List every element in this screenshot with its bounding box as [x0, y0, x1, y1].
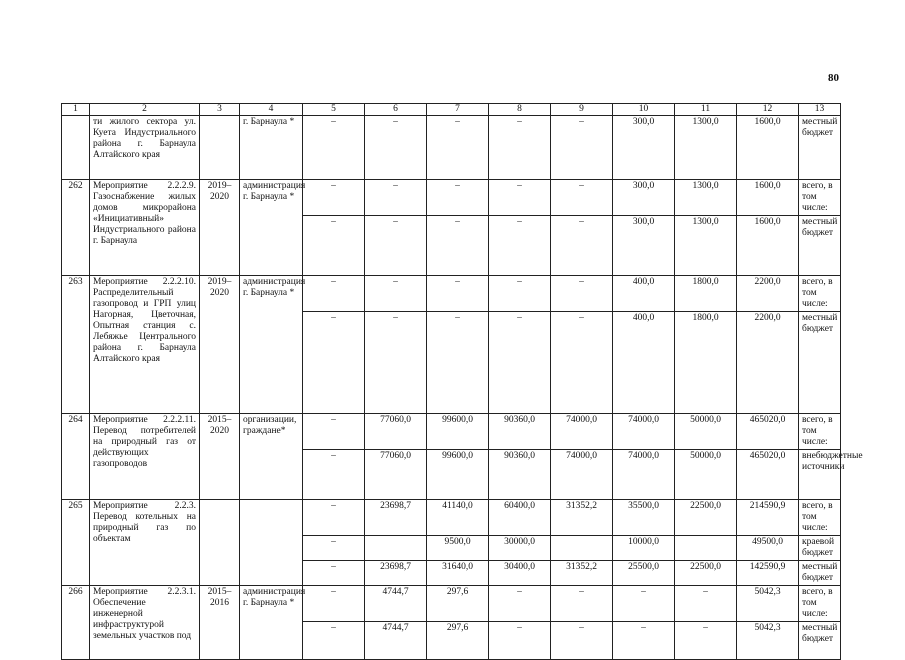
cell-c7: 99600,0 — [427, 450, 489, 500]
cell-c7: – — [427, 276, 489, 312]
cell-c9 — [551, 536, 613, 561]
cell-c5: – — [303, 116, 365, 180]
cell-c7: 41140,0 — [427, 500, 489, 536]
cell-funding-source: всего, в том числе: — [799, 586, 841, 622]
cell-funding-source: всего, в том числе: — [799, 276, 841, 312]
table-row — [62, 414, 841, 450]
cell-c11: 22500,0 — [675, 500, 737, 536]
cell-c7: – — [427, 312, 489, 414]
cell-c10: 10000,0 — [613, 536, 675, 561]
cell-c5: – — [303, 276, 365, 312]
cell-c12: 1600,0 — [737, 216, 799, 276]
cell-c9: – — [551, 312, 613, 414]
column-header-3: 3 — [200, 104, 240, 116]
cell-c11: – — [675, 622, 737, 660]
cell-c11: 22500,0 — [675, 561, 737, 586]
cell-c6: – — [365, 180, 427, 216]
cell-c12: 1600,0 — [737, 180, 799, 216]
cell-c7: 297,6 — [427, 622, 489, 660]
cell-c6: – — [365, 116, 427, 180]
cell-c1: 262 — [62, 180, 90, 276]
column-header-8: 8 — [489, 104, 551, 116]
cell-c9: 31352,2 — [551, 500, 613, 536]
cell-c8: 60400,0 — [489, 500, 551, 536]
cell-c2: Мероприятие 2.2.2.9. Газоснабжение жилых домов микрорайона «Инициативный» Индустриального района г. Барнаула — [90, 180, 200, 276]
cell-c1: 264 — [62, 414, 90, 500]
cell-c9: – — [551, 586, 613, 622]
cell-c12: 5042,3 — [737, 622, 799, 660]
cell-c7: 9500,0 — [427, 536, 489, 561]
cell-c6: 4744,7 — [365, 622, 427, 660]
cell-c2: Мероприятие 2.2.2.11. Перевод потребителей на природный газ от действующих газопроводов — [90, 414, 200, 500]
column-header-10: 10 — [613, 104, 675, 116]
table-row — [62, 180, 841, 216]
cell-c8: 90360,0 — [489, 450, 551, 500]
cell-c12: 465020,0 — [737, 414, 799, 450]
column-header-1: 1 — [62, 104, 90, 116]
cell-c9: – — [551, 216, 613, 276]
cell-c4: администрация г. Барнаула * — [240, 586, 303, 660]
cell-c7: 31640,0 — [427, 561, 489, 586]
cell-c8: 90360,0 — [489, 414, 551, 450]
cell-c5: – — [303, 450, 365, 500]
cell-c6: 77060,0 — [365, 414, 427, 450]
cell-c5: – — [303, 536, 365, 561]
cell-c3: 2019–2020 — [200, 276, 240, 414]
table-row — [62, 116, 841, 180]
cell-c10: 300,0 — [613, 116, 675, 180]
cell-c7: – — [427, 216, 489, 276]
cell-c1: 265 — [62, 500, 90, 586]
cell-c8: – — [489, 586, 551, 622]
column-header-11: 11 — [675, 104, 737, 116]
column-header-7: 7 — [427, 104, 489, 116]
cell-funding-source: местный бюджет — [799, 312, 841, 414]
column-header-5: 5 — [303, 104, 365, 116]
cell-c3: 2019–2020 — [200, 180, 240, 276]
cell-c3 — [200, 500, 240, 586]
cell-c5: – — [303, 414, 365, 450]
budget-table — [61, 103, 863, 660]
table-body — [62, 104, 863, 660]
cell-c10: 400,0 — [613, 276, 675, 312]
cell-funding-source: всего, в том числе: — [799, 414, 841, 450]
cell-c1 — [62, 116, 90, 180]
cell-c8: – — [489, 622, 551, 660]
cell-c6: – — [365, 312, 427, 414]
cell-c8: – — [489, 312, 551, 414]
cell-c10: 400,0 — [613, 312, 675, 414]
cell-c10: 74000,0 — [613, 450, 675, 500]
cell-c9: – — [551, 180, 613, 216]
cell-c4: администрация г. Барнаула * — [240, 180, 303, 276]
cell-c8: 30000,0 — [489, 536, 551, 561]
cell-c10: 74000,0 — [613, 414, 675, 450]
cell-c3 — [200, 116, 240, 180]
cell-c12: 49500,0 — [737, 536, 799, 561]
cell-c6: 23698,7 — [365, 561, 427, 586]
cell-c11: 1300,0 — [675, 116, 737, 180]
cell-c12: 2200,0 — [737, 312, 799, 414]
cell-c5: – — [303, 216, 365, 276]
cell-c6: – — [365, 216, 427, 276]
cell-c8: – — [489, 216, 551, 276]
cell-c11: 1800,0 — [675, 276, 737, 312]
column-header-2: 2 — [90, 104, 200, 116]
cell-c10: 300,0 — [613, 216, 675, 276]
cell-c12: 465020,0 — [737, 450, 799, 500]
cell-c5: – — [303, 180, 365, 216]
header-row — [62, 104, 841, 116]
cell-funding-source: всего, в том числе: — [799, 500, 841, 536]
cell-c8: – — [489, 116, 551, 180]
cell-c10: 35500,0 — [613, 500, 675, 536]
cell-c7: 297,6 — [427, 586, 489, 622]
cell-c12: 5042,3 — [737, 586, 799, 622]
table-row — [62, 500, 841, 536]
cell-c7: 99600,0 — [427, 414, 489, 450]
cell-c3: 2015–2020 — [200, 414, 240, 500]
cell-c6 — [365, 536, 427, 561]
cell-c11: 50000,0 — [675, 450, 737, 500]
cell-c2: ти жилого сектора ул. Куета Индустриального района г. Барнаула Алтайского края — [90, 116, 200, 180]
cell-c5: – — [303, 561, 365, 586]
cell-c9: – — [551, 622, 613, 660]
cell-c11: 1300,0 — [675, 216, 737, 276]
cell-funding-source: внебюджетные источники — [799, 450, 841, 500]
cell-c4: организации, граждане* — [240, 414, 303, 500]
cell-c11: 1300,0 — [675, 180, 737, 216]
cell-c1: 263 — [62, 276, 90, 414]
cell-c10: 25500,0 — [613, 561, 675, 586]
table-row — [62, 276, 841, 312]
column-header-13: 13 — [799, 104, 841, 116]
cell-c4 — [240, 500, 303, 586]
cell-c4: г. Барнаула * — [240, 116, 303, 180]
cell-funding-source: местный бюджет — [799, 216, 841, 276]
cell-c9: 31352,2 — [551, 561, 613, 586]
cell-c6: 77060,0 — [365, 450, 427, 500]
cell-c6: – — [365, 276, 427, 312]
cell-c9: – — [551, 276, 613, 312]
cell-c11: 50000,0 — [675, 414, 737, 450]
cell-c10: – — [613, 622, 675, 660]
cell-c8: 30400,0 — [489, 561, 551, 586]
cell-c9: 74000,0 — [551, 450, 613, 500]
cell-c11 — [675, 536, 737, 561]
cell-c10: – — [613, 586, 675, 622]
cell-c3: 2015–2016 — [200, 586, 240, 660]
cell-c2: Мероприятие 2.2.3.1. Обеспечение инженерной инфраструктурой земельных участков под — [90, 586, 200, 660]
cell-c11: 1800,0 — [675, 312, 737, 414]
column-header-6: 6 — [365, 104, 427, 116]
column-header-4: 4 — [240, 104, 303, 116]
cell-c2: Мероприятие 2.2.3. Перевод котельных на природный газ по объектам — [90, 500, 200, 586]
cell-c8: – — [489, 276, 551, 312]
cell-c9: 74000,0 — [551, 414, 613, 450]
table-row — [62, 586, 841, 622]
cell-c4: администрация г. Барнаула * — [240, 276, 303, 414]
cell-c11: – — [675, 586, 737, 622]
cell-c8: – — [489, 180, 551, 216]
cell-c5: – — [303, 500, 365, 536]
cell-funding-source: местный бюджет — [799, 561, 841, 586]
cell-funding-source: местный бюджет — [799, 622, 841, 660]
column-header-12: 12 — [737, 104, 799, 116]
cell-c12: 1600,0 — [737, 116, 799, 180]
cell-c5: – — [303, 622, 365, 660]
cell-c1: 266 — [62, 586, 90, 660]
cell-funding-source: краевой бюджет — [799, 536, 841, 561]
page-number: 80 — [828, 72, 839, 84]
cell-funding-source: всего, в том числе: — [799, 180, 841, 216]
cell-c6: 23698,7 — [365, 500, 427, 536]
cell-c7: – — [427, 116, 489, 180]
cell-c5: – — [303, 312, 365, 414]
cell-c12: 142590,9 — [737, 561, 799, 586]
cell-c12: 2200,0 — [737, 276, 799, 312]
cell-c9: – — [551, 116, 613, 180]
cell-c7: – — [427, 180, 489, 216]
cell-c12: 214590,9 — [737, 500, 799, 536]
column-header-9: 9 — [551, 104, 613, 116]
cell-c5: – — [303, 586, 365, 622]
cell-c2: Мероприятие 2.2.2.10. Распределительный газопровод и ГРП улиц Нагорная, Цветочная, Опытная станция с. Лебяжье Центрального района г. Барнаула Алтайского края — [90, 276, 200, 414]
cell-c6: 4744,7 — [365, 586, 427, 622]
cell-funding-source: местный бюджет — [799, 116, 841, 180]
cell-c10: 300,0 — [613, 180, 675, 216]
